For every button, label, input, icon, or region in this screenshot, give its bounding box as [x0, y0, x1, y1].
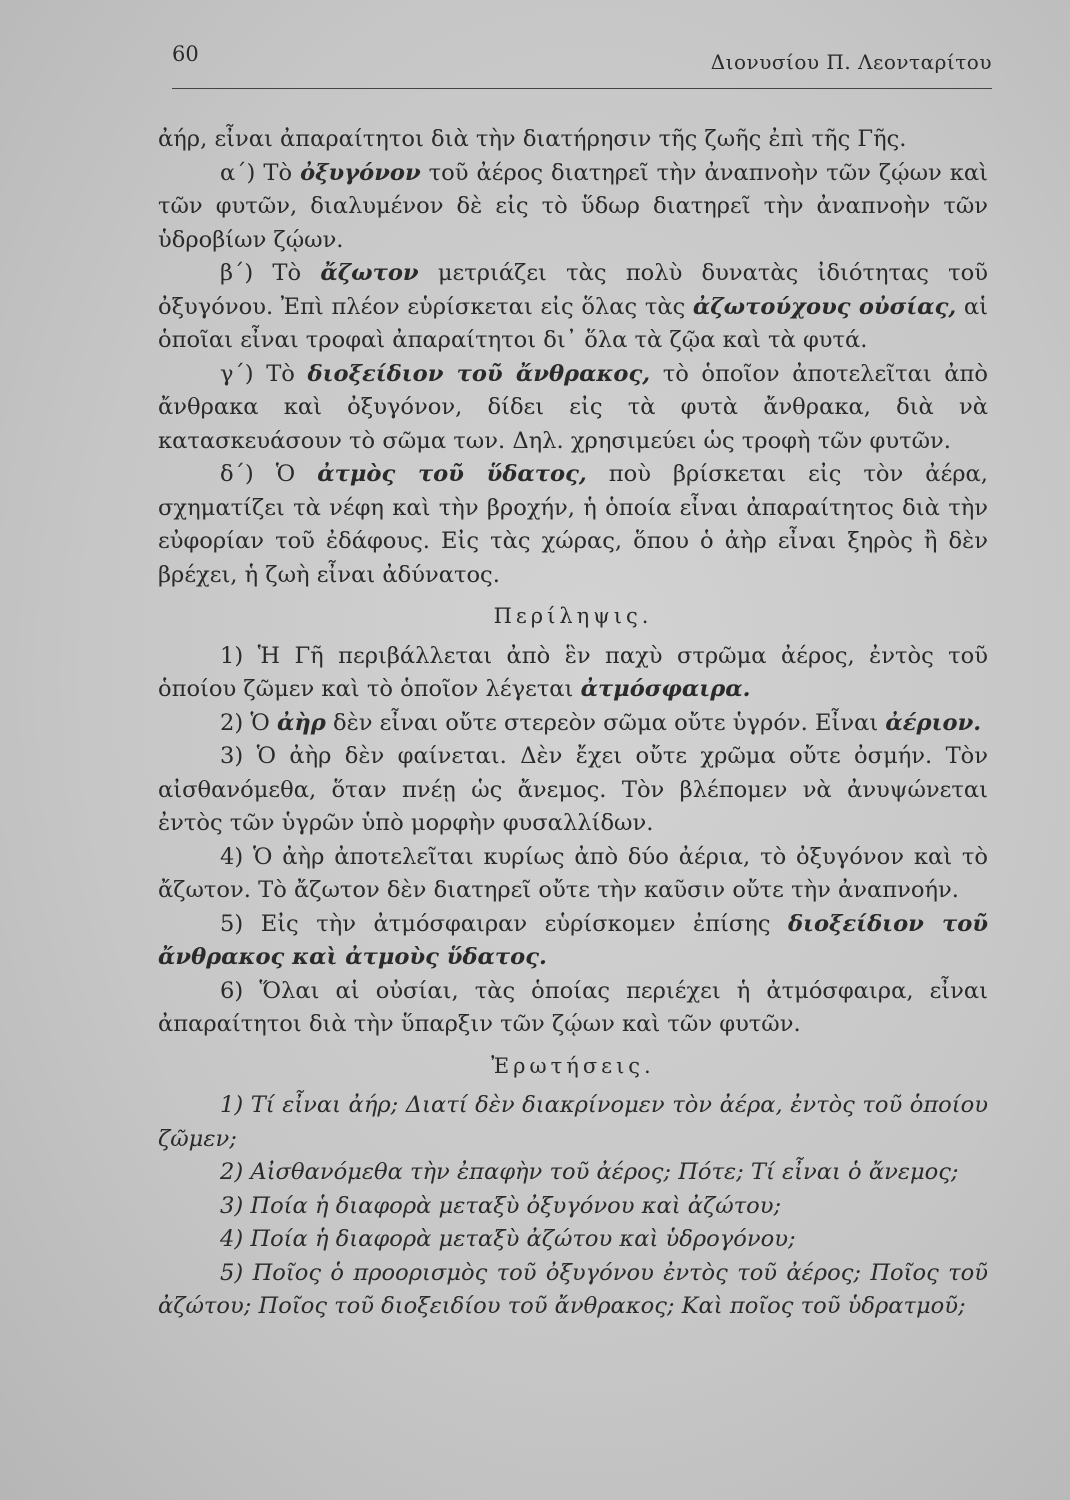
text-run: δ΄) Ὁ — [220, 461, 318, 487]
text-run: 1) Ἡ Γῆ περιβάλλεται ἀπὸ ἓν παχὺ στρῶμα ἀέρος, ἐντὸς τοῦ ὁποίου ζῶμεν καὶ τὸ ὁποῖον λέγεται — [158, 642, 988, 702]
term-nitrogen: ἄζωτον — [320, 260, 419, 286]
text-run: τοῦ ἀέρος διατηρεῖ τὴν ἀναπνοὴν τῶν ζῴων καὶ τῶν φυτῶν, διαλυμένον δὲ εἰς τὸ ὕδωρ διατηρεῖ τὴν ἀναπνοὴν τῶν ὑδροβίων ζῴων. — [158, 159, 988, 253]
text-run: 2) Ὁ — [220, 709, 277, 736]
term-atmosphere: ἀτμόσφαιρα. — [580, 676, 751, 702]
summary-item-6: 6) Ὅλαι αἱ οὐσίαι, τὰς ὁποίας περιέχει ἡ ἀτμόσφαιρα, εἶναι ἀπαραίτητοι διὰ τὴν ὕπαρξιν τῶν ζῴων καὶ τῶν φυτῶν. — [158, 977, 988, 1037]
paragraph-carbon-dioxide — [158, 358, 988, 459]
question-1: 1) Τί εἶναι ἀήρ; Διατί δὲν διακρίνομεν τὸν ἀέρα, ἐντὸς τοῦ ὁποίου ζῶμεν; — [158, 1092, 988, 1152]
text-run: μετριάζει τὰς πολὺ δυνατὰς ἰδιότητας τοῦ ὀξυγόνου. Ἐπὶ πλέον εὑρίσκεται εἰς ὅλας τὰς — [158, 260, 988, 320]
summary-item-4: 4) Ὁ ἀὴρ ἀποτελεῖται κυρίως ἀπὸ δύο ἀέρια, τὸ ὀξυγόνον καὶ τὸ ἄζωτον. Τὸ ἄζωτον δὲν διατηρεῖ οὔτε τὴν καῦσιν οὔτε τὴν ἀναπνοήν. — [158, 843, 988, 903]
page-header — [172, 42, 992, 89]
text-run: αἱ ὁποῖαι εἶναι τροφαὶ ἀπαραίτητοι δι᾽ ὅλα τὰ ζῷα καὶ τὰ φυτά. — [158, 293, 988, 353]
page-number: 60 — [172, 42, 199, 66]
term-air: ἀὴρ — [276, 709, 326, 736]
summary-heading: Περίληψις. — [493, 604, 653, 628]
text-run: γ΄) Τὸ — [220, 360, 308, 387]
term-nitrogenous-substances: ἀζωτούχους οὐσίας, — [692, 293, 957, 320]
term-co2-and-vapor: διοξείδιον τοῦ ἄνθρακος καὶ ἀτμοὺς ὕδατος. — [158, 910, 988, 970]
question-5: 5) Ποῖος ὁ προορισμὸς τοῦ ὀξυγόνου ἐντὸς τοῦ ἀέρος; Ποῖος τοῦ ἀζώτου; Ποῖος τοῦ διοξειδίου τοῦ ἄνθρακος; Καὶ ποῖος τοῦ ὑδρατμοῦ; — [158, 1259, 988, 1319]
text-run: δὲν εἶναι οὔτε στερεὸν σῶμα οὔτε ὑγρόν. Εἶναι — [325, 709, 886, 736]
summary-item-2 — [158, 707, 988, 741]
running-head: Διονυσίου Π. Λεονταρίτου — [710, 50, 992, 74]
summary-item-5 — [158, 908, 988, 975]
question-3: 3) Ποία ἡ διαφορὰ μεταξὺ ὀξυγόνου καὶ ἀζώτου; — [220, 1192, 782, 1219]
question-2: 2) Αἰσθανόμεθα τὴν ἐπαφὴν τοῦ ἀέρος; Πότε; Τί εἶναι ὁ ἄνεμος; — [220, 1159, 959, 1185]
text-run: ποὺ βρίσκεται εἰς τὸν ἀέρα, σχηματίζει τὰ νέφη καὶ τὴν βροχήν, ἡ ὁποία εἶναι ἀπαραίτητος διὰ τὴν εὐφορίαν τοῦ ἐδάφους. Εἰς τὰς χώρας, ὅπου ὁ ἀὴρ εἶναι ξηρὸς ἢ δὲν βρέχει, ἡ ζωὴ εἶναι ἀδύνατος. — [158, 461, 988, 588]
summary-item-1 — [158, 640, 988, 707]
term-gas: ἀέριον. — [885, 709, 982, 736]
page-body — [158, 123, 988, 1324]
term-water-vapor: ἀτμὸς τοῦ ὕδατος, — [317, 461, 587, 487]
term-oxygen: ὀξυγόνον — [300, 159, 421, 186]
summary-item-3: 3) Ὁ ἀὴρ δὲν φαίνεται. Δὲν ἔχει οὔτε χρῶμα οὔτε ὀσμήν. Τὸν αἰσθανόμεθα, ὅταν πνέῃ ὡς ἄνεμος. Τὸν βλέπομεν νὰ ἀνυψώνεται ἐντὸς τῶν ὑγρῶν ὑπὸ μορφὴν φυσαλλίδων. — [158, 743, 988, 836]
intro-line: ἀήρ, εἶναι ἀπαραίτητοι διὰ τὴν διατήρησιν τῆς ζωῆς ἐπὶ τῆς Γῆς. — [158, 126, 907, 152]
question-4: 4) Ποία ἡ διαφορὰ μεταξὺ ἀζώτου καὶ ὑδρογόνου; — [220, 1226, 796, 1252]
text-run: τὸ ὁποῖον ἀποτελεῖται ἀπὸ ἄνθρακα καὶ ὀξυγόνον, δίδει εἰς τὰ φυτὰ ἄνθρακα, διὰ νὰ κατασκευάσουν τὸ σῶμα των. Δηλ. χρησιμεύει ὡς τροφὴ τῶν φυτῶν. — [158, 360, 988, 454]
text-run: α΄) Τὸ — [220, 159, 301, 186]
questions-heading: Ἐρωτήσεις. — [491, 1053, 655, 1078]
text-run: 5) Εἰς τὴν ἀτμόσφαιραν εὑρίσκομεν ἐπίσης — [220, 910, 788, 937]
text-run: β΄) Τὸ — [220, 260, 321, 286]
paragraph-nitrogen — [158, 257, 988, 358]
paragraph-water-vapor — [158, 458, 988, 592]
paragraph-oxygen — [158, 157, 988, 258]
term-carbon-dioxide: διοξείδιον τοῦ ἄνθρακος, — [307, 360, 651, 387]
